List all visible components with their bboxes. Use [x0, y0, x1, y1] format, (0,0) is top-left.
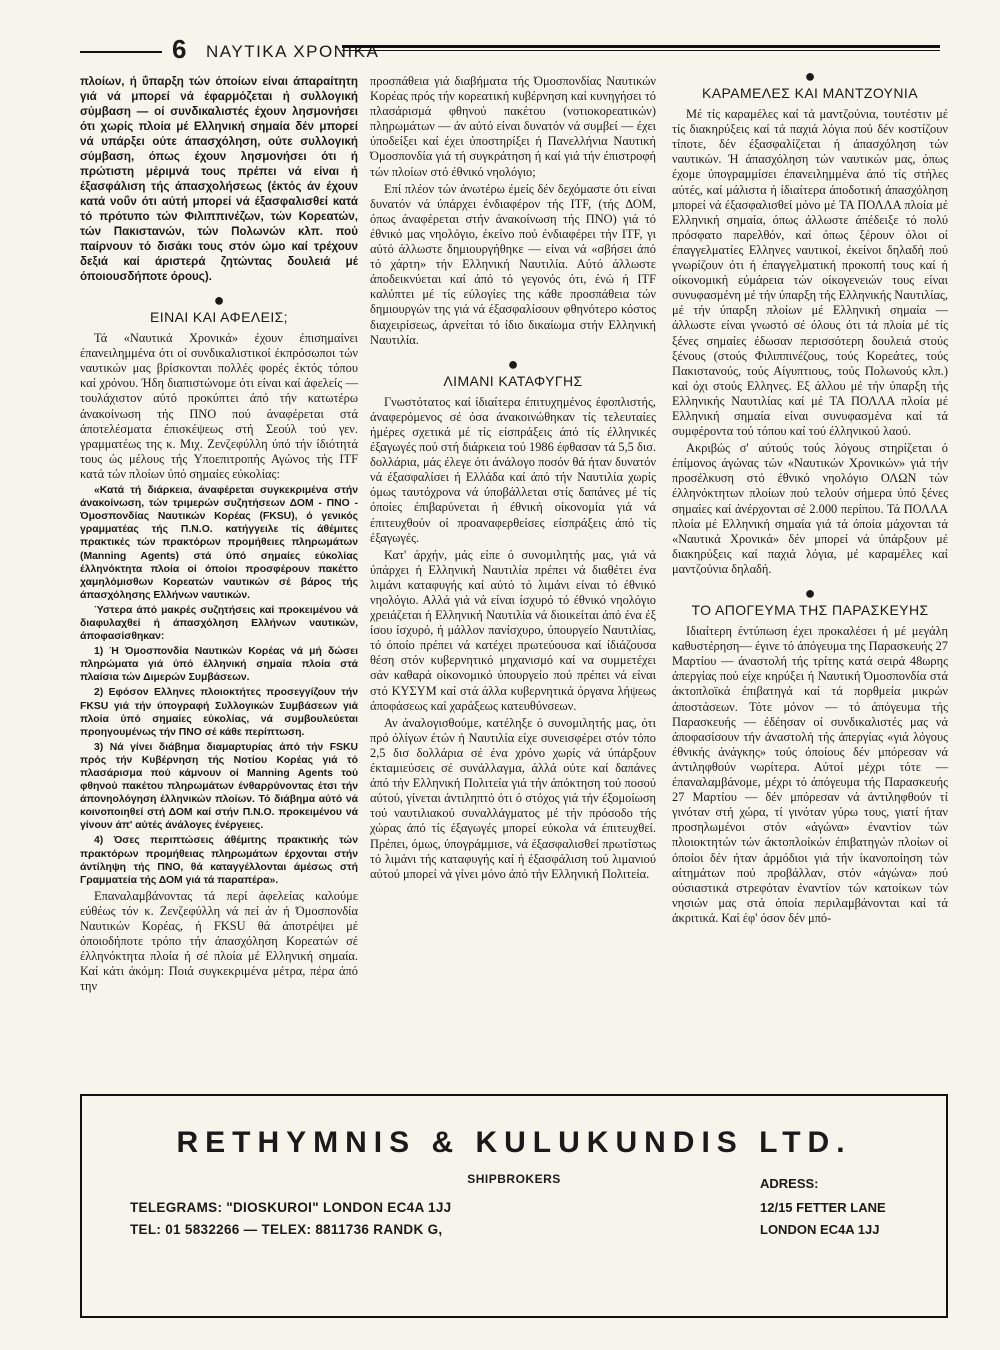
intro-paragraph: πλοίων, ή ΰπαρξη τών όποίων είναι άπαραίτητη γιά νά μπορεί νά έφαρμόζεται ή συλλογική σύμβαση — οί συνδικαλιστές έχουν λησμονήσει ότι χωρίς πλοία μέ Ελληνική σημαία δέν μπορεί νά υπάρξει ούτε άπασχόληση, ούτε συλλογική σύμβαση, όπως έχουν λησμονήσει ότι ή πρώτιστη μέριμνά τους πρέπει νά είναι ή έξασφάλιση τής άπασχολήσεως (έκτός άν έχουν κατά νοΰν ότι αύτή μπορεί νά έξασφαλισθεί κατά τό πρότυπο τών Φιλιππινέζων, τών Κορεατών, τών Πακιστανών, τών Πολωνών κλπ. πού παίρνουν τό δισάκι τους στόν ώμο καί τρέχουν δεξιά καί άριστερά ζητώντας δουλειά μέ όποιουσδήποτε όρους). — [80, 75, 358, 283]
ad-telegrams: TELEGRAMS: "DIOSKUROI" LONDON EC4A 1JJ — [130, 1200, 452, 1215]
quote-paragraph: 4) Όσες περιπτώσεις άθέμιτης πρακτικής τών πρακτόρων προμήθειας πληρωμάτων έρχονται στήν άντίληψη τής ΠΝΟ, θά καταγγέλλονται άμέσως στή Γραμματεία τής ΔΟΜ γιά τά παραπέρα». — [80, 835, 358, 886]
ad-address-line: 12/15 FETTER LANE — [760, 1200, 886, 1215]
ad-telephone: TEL: 01 5832266 — TELEX: 8811736 RANDK G, — [130, 1222, 443, 1237]
ad-address-label: ADRESS: — [760, 1176, 819, 1191]
advertisement-box — [80, 1094, 948, 1318]
paragraph: Ιδιαίτερη έντύπωση έχει προκαλέσει ή μέ μεγάλη καθυστέρηση— έγινε τό άπόγευμα της Παρασκευής 27 Μαρτίου — άναστολή τής τρίτης κατά σειρά 48ωρης άπεργίας πού είχε κηρύξει ή Ναυτική Όμοσπονδία στά άκτοπλοϊκά έπιβατηγά καί τά πορθμεία μικρών άποστάσεων. Τότε μόνον — τό άπόγευμα τής Παρασκευής — έδέησαν οί συνδικαλιστές μας νά άποφασίσουν τήν άναστολή τής άπεργίας «γιά λόγους έθνικής άνάγκης» τούς όποίους δέν μπόρεσαν νά άντιληφθούν νωρίτερα. Αύτοί μέχρι τότε — έπαναλαμβάνομε, μέχρι τό άπόγευμα τής Παρασκευής 27 Μαρτίου — δέν μπόρεσαν νά άντιληφθούν τί γινόταν στή χώρα, τί γινόταν γύρω τους, γιατί ήταν προσηλωμένοι στόν «άγώνα» έναντίον τών πλοιοκτητών τών άκτοπλοίκών έπιβατηγών πλοίων οί όποίοι δέν ήταν άρμόδιοι γιά τήν ίκανοποίηση τών αίτημάτων πού προβάλλαν, στόν «άγώνα» πού ούσιαστικά στρεφόταν έναντίον τών κατοίκων τών νησιών μας στά όποία περιλαμβάνονται καί τά άκριτικά. Καί έφ' όσον δέν μπό- — [672, 624, 948, 925]
column-3 — [672, 66, 948, 928]
section-bullet: ● — [213, 290, 225, 310]
ad-company-name: RETHYMNIS & KULUKUNDIS LTD. — [176, 1126, 852, 1159]
paragraph: Επί πλέον τών άνωτέρω έμείς δέν δεχόμαστε ότι είναι δυνατόν νά ύπάρχει ένδιαφέρον τής ITF, (τής ΔΟΜ, όπως άναφέρεται στήν άνακοίνωση τής ΠΝΟ) γιά τό έθνικό μας νηολόγιο, έκείνο πού ένδιαφέρει τήν ITF, γι αύτό άλλωστε δημιουργήθηκε — είναι νά «σβήσει άπό τό χάρτη» τήν Ελληνική Ναυτιλία. Αύτό άλλωστε άποδεικνύεται καί άπό τό γεγονός ότι, ένώ ή ITF καλύπτει μέ τίς εύλογίες της κάθε προσπάθεια τών δημιουργών της γιά νά έξασφαλίσουν φθηνότερο κόστος διαχειρίσεως, άρνείται τό ίδιο δικαίωμα στήν Ελληνική Ναυτιλία. — [370, 181, 656, 347]
header-rule-left — [80, 51, 162, 53]
paragraph: Μέ τίς καραμέλες καί τά μαντζούνια, τουτέστιν μέ τίς διακηρύξεις καί τά παχιά λόγια πού δέν κοστίζουν τίποτε, δέν έξασφαλίζεται ή άπασχόληση τών ναυτικών. Ή άπασχόληση τών ναυτικών μας, όπως έχομε ύπογραμμίσει έπανειλημμένα άπό τίς στήλες αύτές, καί μάλιστα ή ίδιαίτερα άποδοτική άπασχόληση μπορεί νά έξασφαλισθεί μόνο μέ ΤΑ ΠΟΛΛΑ πλοία μέ Ελληνική σημαία, όπως άλλωστε άπέδειξε τό πολύ πρόσφατο παρελθόν, καί όπως ξέρουν όλοι οί έπαγγελματίες Ελληνες ναυτικοί, έκείνοι δηλαδή πού γνωρίζουν ότι ή έπαγγελματική προκοπή τους καί ή οίκονομική εύμάρεια τών οίκογενειών τους είναι συνυφασμένη μέ τήν ύπαρξη τής Ελληνικής Ναυτιλίας, μέ τήν ύπαρξη πλοίων μέ Ελληνική σημαία — άλλωστε είναι γνωστό σέ όλους ότι τά πλοία μέ τίς ξένες σημαίες έδωσαν περισσότερη δουλειά στούς ξένους (στούς Φιλιππινέζους, τούς Κορεάτες, τούς Πακιστανούς, τούς Αίγυπτιους, τούς Πολωνούς κλπ.) καί όχι στούς Ελληνες. Εξ άλλου μέ τήν ύπαρξη τής Ελληνικής Ναυτιλίας καί μέ ΤΑ ΠΟΛΛΑ πλοία μέ Ελληνική σημαία είναι συνυφασμένα καί τά συμφέροντα τού τόπου καί τού έλληνικού λαού. — [672, 107, 948, 439]
section-bullet: ● — [804, 583, 816, 603]
quote-paragraph: 1) Ή Όμοσπονδία Ναυτικών Κορέας νά μή δώσει πληρώματα γιά ύπό έλληνική σημαία πλοία στά πλαίσια τών Διμερών Συμβάσεων. — [80, 646, 358, 684]
paragraph: προσπάθεια γιά διαβήματα τής Όμοσπονδίας Ναυτικών Κορέας πρός τήν κορεατική κυβέρνηση καί κυνηγήσει τό πλασάρισμά φθηνού πακέτου (νοτιοκορεατικών) πληρωμάτων — άν αύτό είναι δυνατόν νά συμβεί — έχει ύποδείξει καί έχει ύποστηρίξει ή Πανελλήνια Ναυτική Όμοσπονδία γιά τή συγκράτηση ή καί γιά τήν έπιστροφή τών πλοίων στό έθνικό νηολόγιο; — [370, 74, 656, 179]
ad-subtitle: SHIPBROKERS — [467, 1172, 561, 1186]
section-heading: ΕΙΝΑΙ ΚΑΙ ΑΦΕΛΕΙΣ; — [150, 309, 288, 325]
column-1 — [80, 74, 358, 997]
section-heading: ΚΑΡΑΜΕΛΕΣ ΚΑΙ ΜΑΝΤΖΟΥΝΙΑ — [702, 85, 918, 101]
paragraph: Γνωστότατος καί ίδιαίτερα έπιτυχημένος έφοπλιστής, άναφερόμενος σέ όσα άνακοινώθηκαν τίς τελευταίες ήμέρες σχετικά μέ τίς είσπράξεις άπό τίς έλληνικές έξαγωγές πού στή διάρκεια τού 1986 έφθασαν τά 5,5 δισ. δολλάρια, μάς έλεγε ότι άνάλογο ποσόν θά ήταν δυνατόν νά έξασφαλίσει ή Ελλάδα καί άπό τήν Ναυτιλία χωρίς όμως ταυτόχρονα νά ύποβάλλεται στίς δαπάνες μέ τίς όποίες έπιβαρύνεται ή έθνική οίκονομία γιά νά έπιτευχθούν οί προαναφερθείσες είσπράξεις άπό τίς έξαγωγές. — [370, 394, 656, 545]
header-rule-right — [342, 45, 940, 48]
paragraph: Τά «Ναυτικά Χρονικά» έχουν έπισημαίνει έπανειλημμένα ότι οί συνδικαλιστικοί έκπρόσωποι τών ναυτικών μας βρίσκονται πολλές φορές έκτός τόπου καί χρόνου. Ήδη διαπιστώνομε ότι είναι καί άφελείς — τουλάχιστον αύτό προκύπτει άπό τήν κατωτέρω άνακοίνωση τής ΠΝΟ πού άναφέρεται στά άποτελέσματα έπισκέψεως στή Σεούλ τού γεν. γραμματέως της κ. Μιχ. Ζενζεφύλλη ύπό τήν ίδιότητά τους ώς μέλους τής Υποεπιτροπής Αγώνος τής ITF κατά τών πλοίων ύπό σημαίες εύκολίας: — [80, 331, 358, 481]
section-bullet: ● — [804, 66, 816, 86]
paragraph: Ακριβώς σ' αύτούς τούς λόγους στηρίζεται ό έπίμονος άγώνας τών «Ναυτικών Χρονικών» γιά τήν προσέλκυση στό έθνικό νηολόγιο ΟΛΩΝ τών έλληνόκτητων πλοίων πού τελούν σήμερα ύπό ξένες σημαίες καί άνέρχονται σέ 2.000 περίπου. Τά ΠΟΛΛΑ πλοία μέ Ελληνική σημαία γιά τά όποία μάχονται τά «Ναυτικά Χρονικά» δέν μπορεί νά ύπάρξουν μέ διακηρύξεις καί παχιά λόγια, μέ καραμέλες καί μαντζούνια δηλαδή. — [672, 441, 948, 576]
paragraph: Επαναλαμβάνοντας τά περί άφελείας καλούμε εύθέως τόν κ. Ζενζεφύλλη νά πεί άν ή Όμοσπονδία Ναυτικών Κορέας, ή FKSU θά άποτρέψει μέ όποιοδήποτε τρόπο τήν άπασχόληση Κορεατών σέ έλληνόκτητα πλοία ή σέ πλοία μέ Ελληνική σημαία. Καί κάτι άκόμη: Ποιά συγκεκριμένα μέτρα, πέρα άπό την — [80, 888, 358, 994]
quote-paragraph: 3) Νά γίνει διάβημα διαμαρτυρίας άπό τήν FSKU πρός τήν Κυβέρνηση τής Νοτίου Κορέας γιά τό πλασάρισμα πού κάμνουν οί Manning Agents τού φθηνού πακέτου πληρωμάτων ένθαρρύνοντας έτσι τήν άπονηολόγηση έλληνικών πλοίων. Τό διάβημα αύτό νά κοινοποιηθεί στή ΔΟΜ καί στήν Π.Ν.Ο. προκειμένου νά γίνουν άπ' αύτές άνάλογες ένέργειες. — [80, 741, 358, 832]
quote-paragraph: Ύστερα άπό μακρές συζητήσεις καί προκειμένου νά διαφυλαχθεί ή άπασχόληση Ελλήνων ναυτικών, άποφασίσθηκαν: — [80, 604, 358, 643]
page-number: 6 — [172, 34, 187, 64]
ad-address-line: LONDON EC4A 1JJ — [760, 1222, 880, 1237]
publication-title: ΝΑΥΤΙΚΑ ΧΡΟΝΙΚΑ — [206, 42, 380, 61]
paragraph: Αν άναλογισθούμε, κατέληξε ό συνομιλητής μας, ότι πρό όλίγων έτών ή Ναυτιλία είχε συνεισφέρει στόν τόπο 2,5 δισ δολλάρια σέ ένα χρόνο χωρίς νά ύπάρξουν έκταμιεύσεις σέ συνάλλαγμα, άλλά ούτε καί δαπάνες άπό τήν Ελληνική Πολιτεία γιά τήν άπόκτηση τού ποσού αύτού, γίνεται άντιληπτό ότι ό στόχος γιά τήν έξομοίωση τού ναυτιλιακού συναλλάγματος μέ τήν πρόσοδο τής χώρας άπό τίς έξαγωγές μπορεί εύκολα νά έπιτευχθεί. Πρέπει, όμως, ύπογράμμισε, νά έξασφαλισθεί πρωτίστως τό λιμάνι τής καταφυγής καί ή έξασφάλιση τού λιμανιού αύτού μπορεί νά γίνει μόνο άπό τήν Ελληνική Πολιτεία. — [370, 715, 656, 881]
section-heading: ΤΟ ΑΠΟΓΕΥΜΑ ΤΗΣ ΠΑΡΑΣΚΕΥΗΣ — [691, 602, 929, 618]
page-header — [80, 36, 940, 70]
section-heading: ΛΙΜΑΝΙ ΚΑΤΑΦΥΓΗΣ — [443, 372, 583, 389]
section-bullet: ● — [507, 353, 519, 374]
header-rule-right-thin — [342, 50, 940, 51]
column-2 — [370, 74, 656, 884]
paragraph: Κατ' άρχήν, μάς είπε ό συνομιλητής μας, γιά νά ύπάρχει ή Ελληνική Ναυτιλία πρέπει νά διαθέτει ένα λιμάνι καταφυγής καί αύτό τό λιμάνι είναι τό έθνικό νηολόγιο. Αλλά γιά νά είναι ίσχυρό τό έθνικό νηολόγιο χρειάζεται ή Ελληνική Ναυτιλία νά διοικείται άπό ένα έξ ίσου ίσχυρό, ή μάλλον πανίσχυρο, ύπουργείο Ναυτιλίας, τό όποίο πρέπει νά κατέχει πρωτεύουσα καί ίδιάζουσα θέση στόν κυβερνητικό μηχανισμό καί να συμμετέχει σάν καθαρά οίκονομικό ύπουργείο πού πρέπει νά είναι στό ΚΥΣΥΜ καί στά άλλα κυβερνητικά όργανα λήψεως άποφάσεως καί χαράξεως κατευθύνσεων. — [370, 547, 656, 713]
quote-paragraph: 2) Εφόσον Ελληνες πλοιοκτήτες προσεγγίζουν τήν FKSU γιά τήν ύπογραφή Συλλογικών Συμβάσεων γιά πλοία ύπό σημαίες εύκολίας, νά συμβουλεύεται προηγουμένως τήν ΠΝΟ σέ κάθε περίπτωση. — [80, 687, 358, 738]
quote-paragraph: «Κατά τή διάρκεια, άναφέρεται συγκεκριμένα στήν άνακοίνωση, τών τριμερών συζητήσεων ΔΟΜ - ΠΝΟ - Όμοσπονδίας Ναυτικών Κορέας (FKSU), ό γενικός γραμματέας τής Π.Ν.Ο. κατήγγειλε τίς άθέμιτες πρακτικές τών πρακτόρων προμήθειες πληρωμάτων (Manning Agents) στά ύπό σημαίες εύκολίας έλληνόκτητα πλοία οί όποίοι προσφέρουν πακέττο χαμηλόμισθων Κορεατών ναυτικών σέ βάρος τής άπασχόλησης Ελλήνων ναυτικών. — [80, 485, 358, 601]
